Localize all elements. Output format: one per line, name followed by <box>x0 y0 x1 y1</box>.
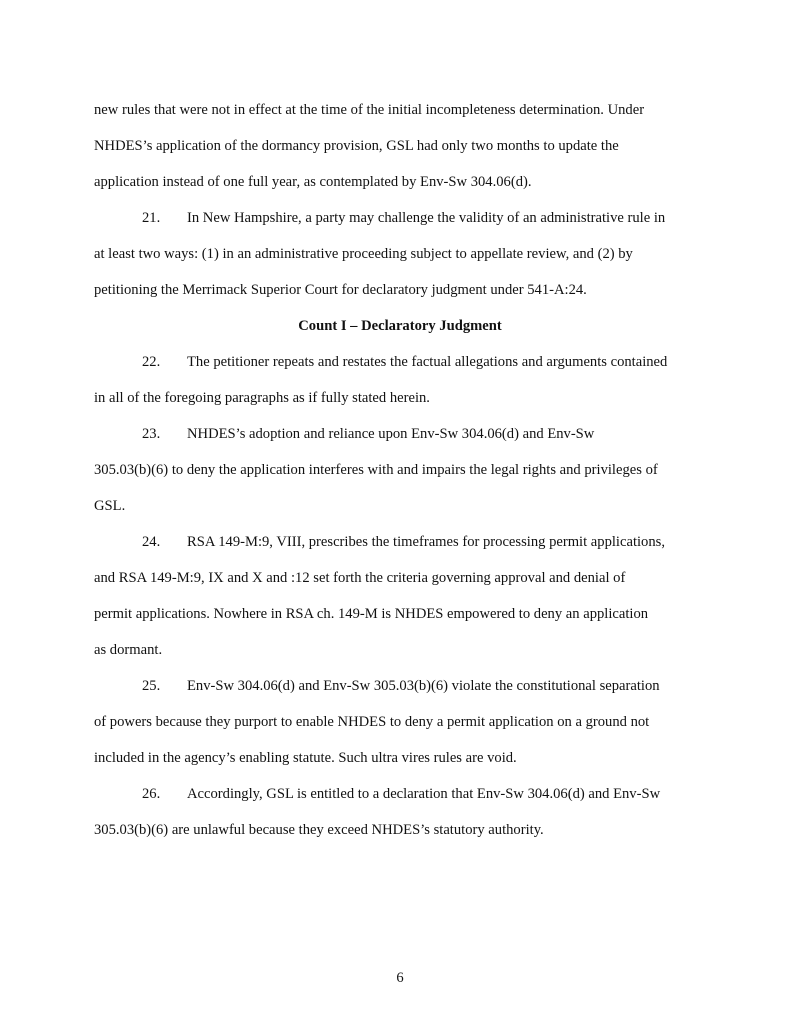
paragraph-25 <box>94 668 706 776</box>
paragraph-number: 25. <box>142 678 161 694</box>
paragraph-24 <box>94 524 706 668</box>
text-line: at least two ways: (1) in an administrative proceeding subject to appellate review, and (2) by <box>94 246 633 262</box>
text-line: NHDES’s application of the dormancy provision, GSL had only two months to update the <box>94 138 619 154</box>
paragraph-23 <box>94 416 706 524</box>
text-line: included in the agency’s enabling statute. Such ultra vires rules are void. <box>94 750 517 766</box>
paragraph-continued <box>94 92 706 200</box>
text-line: and RSA 149-M:9, IX and X and :12 set forth the criteria governing approval and denial of <box>94 570 626 586</box>
text-line: in all of the foregoing paragraphs as if fully stated herein. <box>94 390 430 406</box>
text-line: application instead of one full year, as contemplated by Env-Sw 304.06(d). <box>94 174 532 190</box>
text-line: Accordingly, GSL is entitled to a declaration that Env-Sw 304.06(d) and Env-Sw <box>187 786 661 802</box>
paragraph-22 <box>94 344 706 416</box>
text-line: as dormant. <box>94 642 163 658</box>
text-line: petitioning the Merrimack Superior Court for declaratory judgment under 541-A:24. <box>94 282 587 298</box>
text-line: NHDES’s adoption and reliance upon Env-Sw 304.06(d) and Env-Sw <box>187 426 595 442</box>
page-number: 6 <box>396 970 404 986</box>
text-line: The petitioner repeats and restates the factual allegations and arguments contained <box>187 354 668 370</box>
paragraph-number: 21. <box>142 210 161 226</box>
paragraph-26 <box>94 776 706 848</box>
paragraph-number: 22. <box>142 354 161 370</box>
text-line: new rules that were not in effect at the time of the initial incompleteness determination. Under <box>94 102 645 118</box>
text-line: 305.03(b)(6) to deny the application interferes with and impairs the legal rights and privileges of <box>94 462 658 478</box>
paragraph-number: 26. <box>142 786 161 802</box>
text-line: 305.03(b)(6) are unlawful because they exceed NHDES’s statutory authority. <box>94 822 544 838</box>
paragraph-21 <box>94 200 706 308</box>
text-line: permit applications. Nowhere in RSA ch. 149-M is NHDES empowered to deny an application <box>94 606 649 622</box>
document-body <box>94 92 706 848</box>
paragraph-number: 23. <box>142 426 161 442</box>
text-line: GSL. <box>94 498 126 514</box>
section-heading: Count I – Declaratory Judgment <box>298 318 502 334</box>
text-line: of powers because they purport to enable NHDES to deny a permit application on a ground not <box>94 714 650 730</box>
text-line: Env-Sw 304.06(d) and Env-Sw 305.03(b)(6) violate the constitutional separation <box>187 678 660 694</box>
paragraph-number: 24. <box>142 534 161 550</box>
text-line: RSA 149-M:9, VIII, prescribes the timeframes for processing permit applications, <box>187 534 665 550</box>
text-line: In New Hampshire, a party may challenge the validity of an administrative rule in <box>187 210 666 226</box>
